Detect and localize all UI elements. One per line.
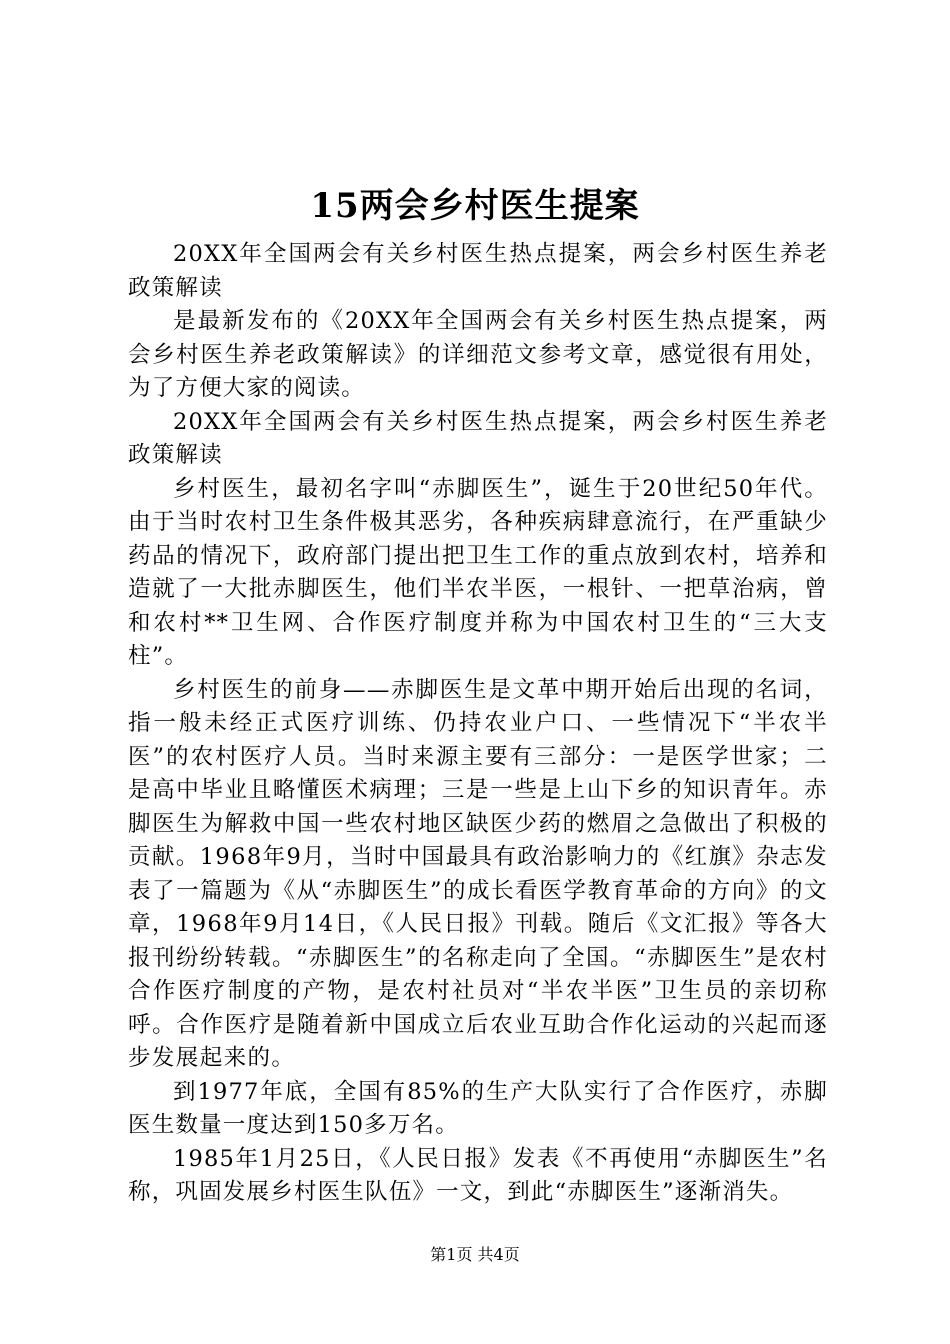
document-title: 15两会乡村医生提案 — [310, 186, 640, 226]
page-number-footer: 第1页 共4页 — [430, 1245, 520, 1264]
document-body — [128, 238, 828, 1210]
paragraph-heading-2: 20XX年全国两会有关乡村医生热点提案，两会乡村医生养老政策解读 — [128, 408, 828, 468]
paragraph-origin: 乡村医生，最初名字叫“赤脚医生”，诞生于20世纪50年代。由于当时农村卫生条件极其恶劣，各种疾病肆意流行，在严重缺少药品的情况下，政府部门提出把卫生工作的重点放到农村，培养和造就了一大批赤脚医生，他们半农半医，一根针、一把草治病，曾和农村**卫生网、合作医疗制度并称为中国农村卫生的“三大支柱”。 — [128, 475, 828, 669]
paragraph-1977: 到1977年底，全国有85%的生产大队实行了合作医疗，赤脚医生数量一度达到150多万名。 — [128, 1078, 828, 1138]
paragraph-history: 乡村医生的前身——赤脚医生是文革中期开始后出现的名词，指一般未经正式医疗训练、仍持农业户口、一些情况下“半农半医”的农村医疗人员。当时来源主要有三部分：一是医学世家；二是高中毕业且略懂医术病理；三是一些是上山下乡的知识青年。赤脚医生为解救中国一些农村地区缺医少药的燃眉之急做出了积极的贡献。1968年9月，当时中国最具有政治影响力的《红旗》杂志发表了一篇题为《从“赤脚医生”的成长看医学教育革命的方向》的文章，1968年9月14日，《人民日报》刊载。随后《文汇报》等各大报刊纷纷转载。“赤脚医生”的名称走向了全国。“赤脚医生”是农村合作医疗制度的产物，是农村社员对“半农半医”卫生员的亲切称呼。合作医疗是随着新中国成立后农业互助合作化运动的兴起而逐步发展起来的。 — [128, 676, 828, 1071]
paragraph-intro: 是最新发布的《20XX年全国两会有关乡村医生热点提案，两会乡村医生养老政策解读》的详细范文参考文章，感觉很有用处，为了方便大家的阅读。 — [128, 308, 828, 401]
paragraph-heading-1: 20XX年全国两会有关乡村医生热点提案，两会乡村医生养老政策解读 — [128, 241, 828, 301]
paragraph-1985: 1985年1月25日，《人民日报》发表《不再使用“赤脚医生”名称，巩固发展乡村医生队伍》一文，到此“赤脚医生”逐渐消失。 — [128, 1145, 828, 1205]
